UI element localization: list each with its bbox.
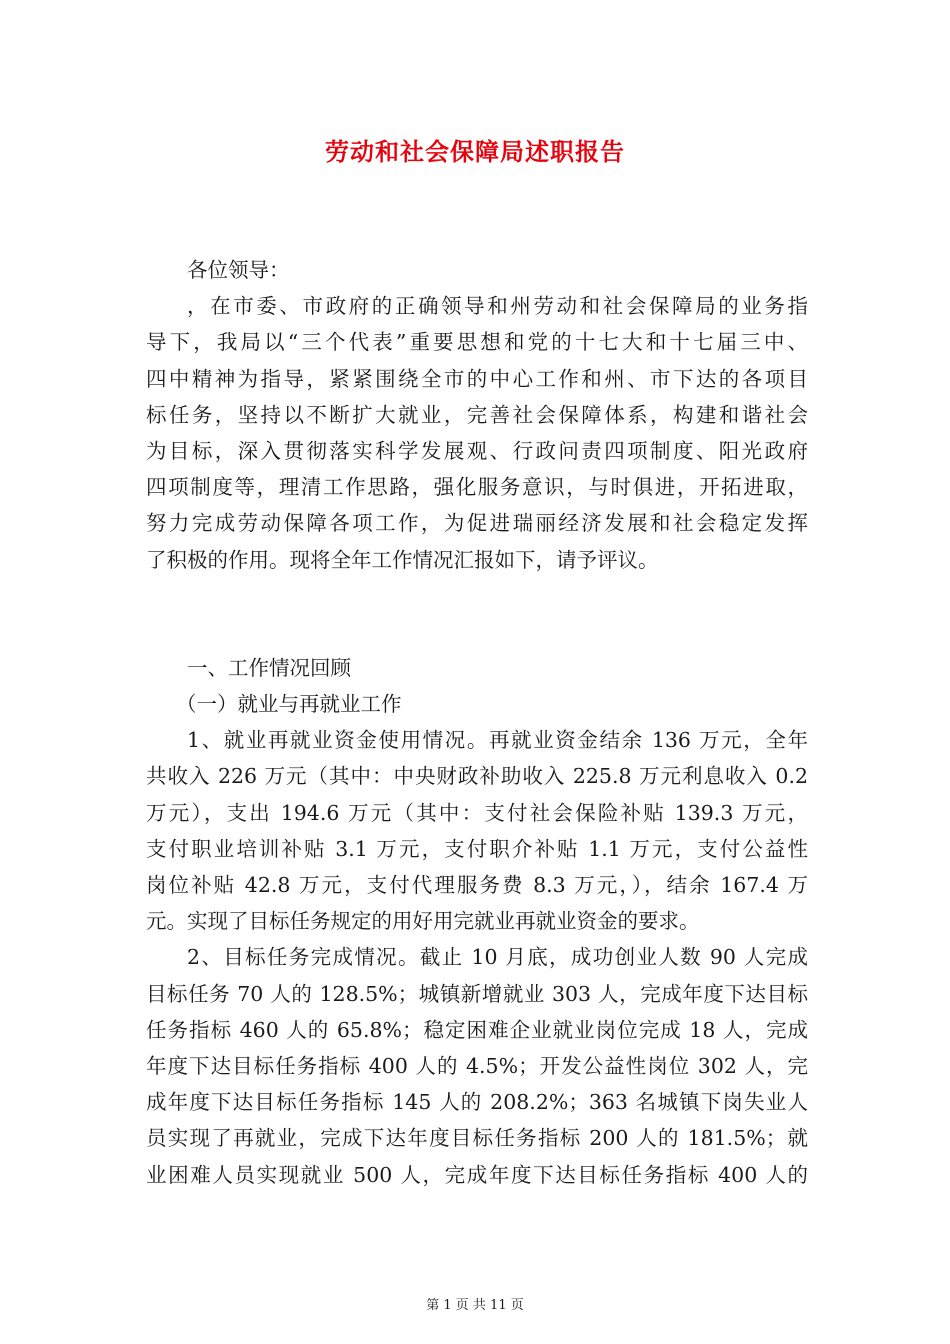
document-title: 劳动和社会保障局述职报告 xyxy=(325,137,625,166)
text-line: 导下，我局以“三个代表”重要思想和党的十七大和十七届三中、 xyxy=(146,330,808,355)
text-line: 支付职业培训补贴 3.1 万元，支付职介补贴 1.1 万元，支付公益性 xyxy=(146,836,808,861)
text-line: 任务指标 460 人的 65.8%；稳定困难企业就业岗位完成 18 人，完成 xyxy=(146,1017,808,1042)
text-line: 共收入 226 万元（其中：中央财政补助收入 225.8 万元利息收入 0.2 xyxy=(146,764,808,789)
section-heading: 一、工作情况回顾 xyxy=(187,655,351,680)
text-line: 四项制度等，理清工作思路，强化服务意识，与时俱进，开拓进取， xyxy=(146,475,808,500)
document-body xyxy=(146,252,808,1193)
text-line: 2、目标任务完成情况。截止 10 月底，成功创业人数 90 人完成 xyxy=(187,945,808,970)
text-line: 四中精神为指导，紧紧围绕全市的中心工作和州、市下达的各项目 xyxy=(146,366,808,391)
item2-paragraph xyxy=(146,939,808,1192)
text-line: 业困难人员实现就业 500 人，完成年度下达目标任务指标 400 人的 xyxy=(146,1162,808,1187)
text-line: ，在市委、市政府的正确领导和州劳动和社会保障局的业务指 xyxy=(187,294,808,319)
text-line: 元。实现了目标任务规定的用好用完就业再就业资金的要求。 xyxy=(146,909,700,934)
subsection-heading: （一）就业与再就业工作 xyxy=(176,692,402,717)
text-line: 努力完成劳动保障各项工作，为促进瑞丽经济发展和社会稳定发挥 xyxy=(146,511,808,536)
item1-paragraph xyxy=(146,722,808,939)
text-line: 1、就业再就业资金使用情况。再就业资金结余 136 万元，全年 xyxy=(187,728,808,753)
text-line: 了积极的作用。现将全年工作情况汇报如下，请予评议。 xyxy=(146,547,659,572)
greeting: 各位领导： xyxy=(187,258,290,282)
text-line: 目标任务 70 人的 128.5%；城镇新增就业 303 人，完成年度下达目标 xyxy=(146,981,808,1006)
spacer xyxy=(146,578,808,650)
text-line: 成年度下达目标任务指标 145 人的 208.2%；363 名城镇下岗失业人 xyxy=(146,1090,808,1115)
text-line: 为目标，深入贯彻落实科学发展观、行政问责四项制度、阳光政府 xyxy=(146,439,808,464)
text-line: 万元），支出 194.6 万元（其中：支付社会保险补贴 139.3 万元， xyxy=(146,800,808,825)
intro-paragraph xyxy=(146,288,808,578)
text-line: 岗位补贴 42.8 万元，支付代理服务费 8.3 万元，），结余 167.4 万 xyxy=(146,873,808,898)
page-number-footer: 第 1 页 共 11 页 xyxy=(426,1298,524,1313)
text-line: 年度下达目标任务指标 400 人的 4.5%；开发公益性岗位 302 人，完 xyxy=(146,1054,808,1079)
text-line: 员实现了再就业，完成下达年度目标任务指标 200 人的 181.5%；就 xyxy=(146,1126,808,1151)
text-line: 标任务，坚持以不断扩大就业，完善社会保障体系，构建和谐社会 xyxy=(146,402,808,427)
